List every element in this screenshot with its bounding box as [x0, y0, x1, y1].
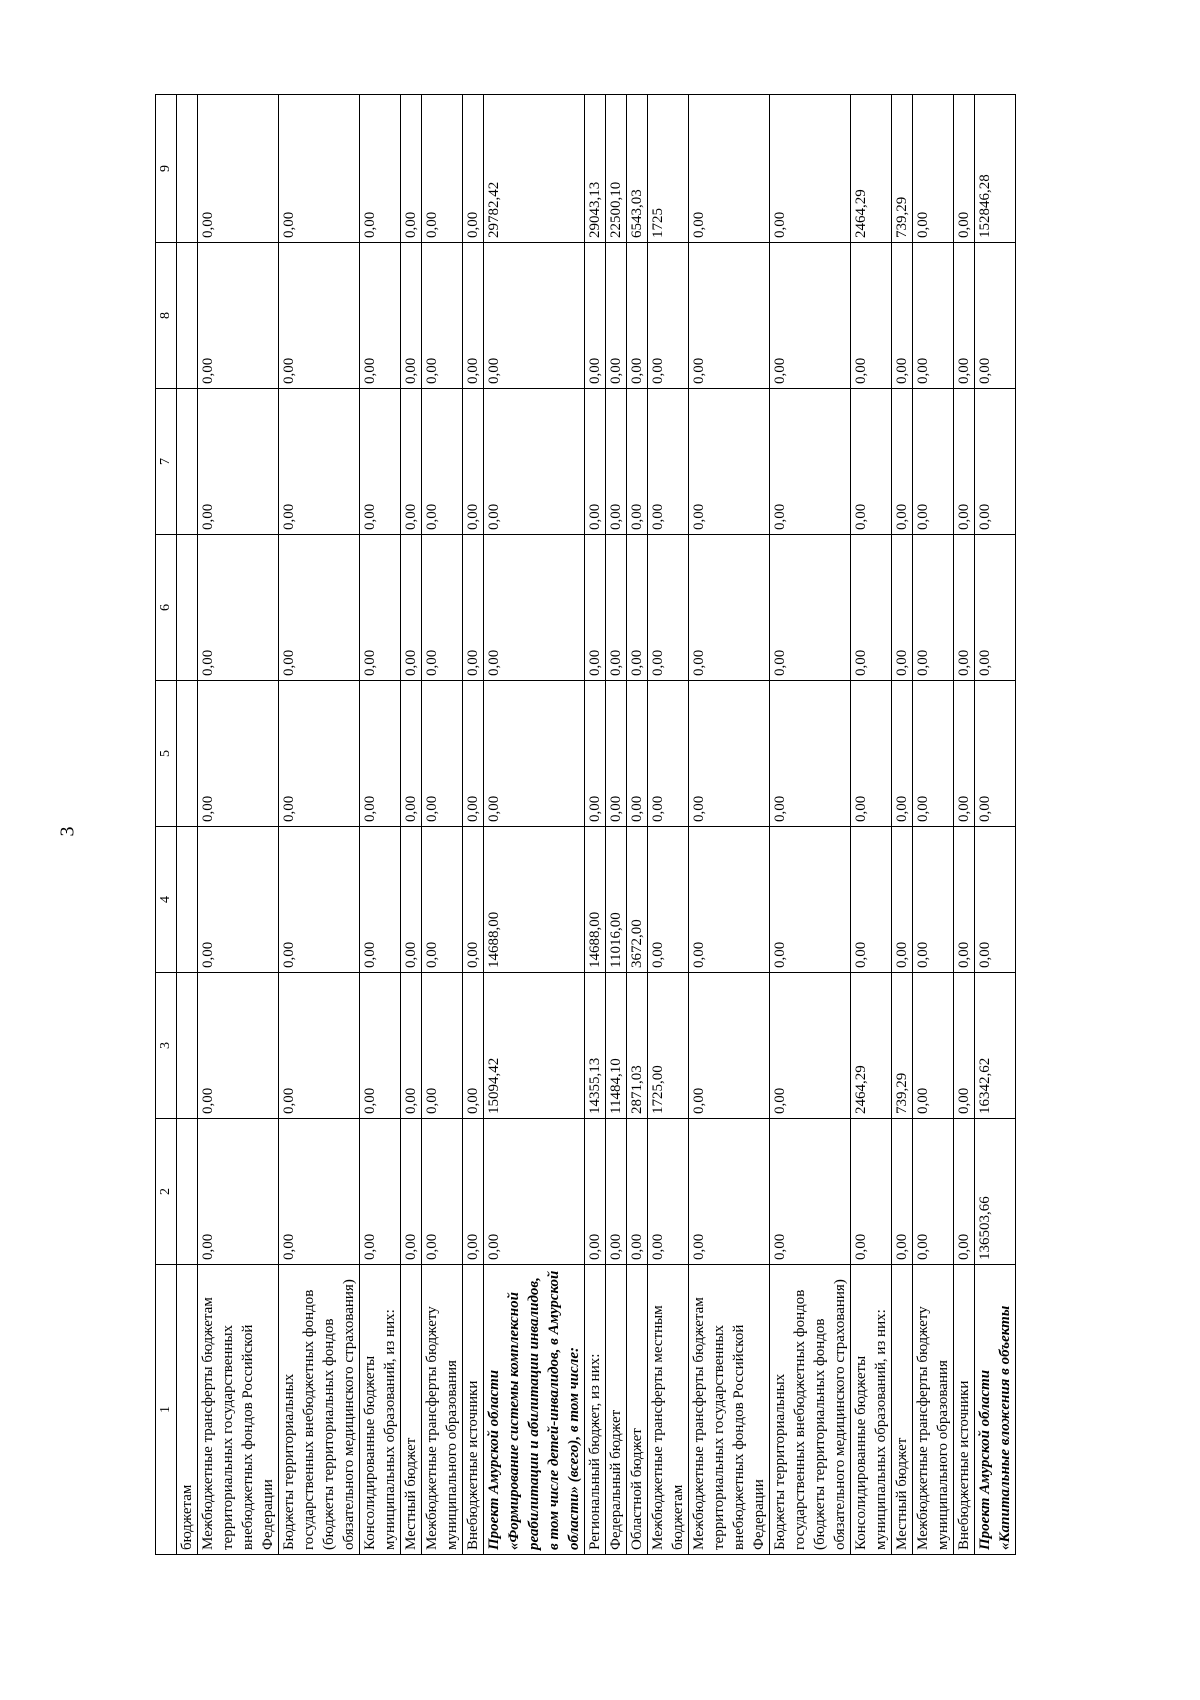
cell-value: 0,00	[198, 1119, 279, 1265]
cell-value: 0,00	[401, 1119, 422, 1265]
cell-value: 0,00	[360, 681, 401, 827]
cell-value: 0,00	[360, 243, 401, 389]
cell-value: 0,00	[360, 95, 401, 243]
row-label: Проект Амурской области «Капитальные вложения в объекты	[975, 1265, 1016, 1555]
cell-value: 0,00	[648, 535, 689, 681]
row-label: Консолидированные бюджеты муниципальных образований, из них:	[851, 1265, 892, 1555]
table-row	[463, 95, 484, 1555]
column-header: 3	[156, 973, 177, 1119]
cell-value: 0,00	[463, 827, 484, 973]
cell-value: 0,00	[975, 243, 1016, 389]
cell-value: 0,00	[954, 681, 975, 827]
budget-table	[155, 94, 1016, 1555]
cell-value: 0,00	[198, 973, 279, 1119]
cell-value: 0,00	[689, 243, 770, 389]
cell-value: 2871,03	[627, 973, 648, 1119]
cell-value	[177, 827, 198, 973]
row-label: Внебюджетные источники	[954, 1265, 975, 1555]
cell-value: 0,00	[198, 95, 279, 243]
table-row	[770, 95, 851, 1555]
cell-value: 0,00	[606, 243, 627, 389]
cell-value: 0,00	[689, 681, 770, 827]
cell-value: 0,00	[913, 389, 954, 535]
cell-value: 0,00	[401, 973, 422, 1119]
row-label: Межбюджетные трансферты местным бюджетам	[648, 1265, 689, 1555]
cell-value: 0,00	[279, 243, 360, 389]
cell-value: 22500,10	[606, 95, 627, 243]
cell-value: 0,00	[648, 1119, 689, 1265]
cell-value: 739,29	[892, 95, 913, 243]
table-row	[851, 95, 892, 1555]
cell-value: 6543,03	[627, 95, 648, 243]
cell-value: 16342,62	[975, 973, 1016, 1119]
cell-value: 14355,13	[585, 973, 606, 1119]
cell-value: 152846,28	[975, 95, 1016, 243]
cell-value: 0,00	[892, 243, 913, 389]
column-header: 4	[156, 827, 177, 973]
row-label: Региональный бюджет, из них:	[585, 1265, 606, 1555]
cell-value	[177, 535, 198, 681]
cell-value: 0,00	[422, 827, 463, 973]
table-row	[422, 95, 463, 1555]
cell-value: 0,00	[770, 1119, 851, 1265]
cell-value: 14688,00	[585, 827, 606, 973]
cell-value: 0,00	[279, 827, 360, 973]
cell-value: 0,00	[689, 95, 770, 243]
cell-value: 0,00	[689, 535, 770, 681]
cell-value: 0,00	[975, 535, 1016, 681]
cell-value: 0,00	[689, 827, 770, 973]
cell-value: 0,00	[913, 243, 954, 389]
cell-value: 0,00	[279, 535, 360, 681]
cell-value: 0,00	[279, 1119, 360, 1265]
cell-value: 0,00	[648, 243, 689, 389]
cell-value: 0,00	[913, 973, 954, 1119]
cell-value: 0,00	[627, 389, 648, 535]
cell-value: 0,00	[585, 389, 606, 535]
rotated-table-wrapper	[155, 95, 1115, 1555]
cell-value: 0,00	[585, 535, 606, 681]
table-row	[975, 95, 1016, 1555]
row-label: Областной бюджет	[627, 1265, 648, 1555]
cell-value: 0,00	[484, 389, 585, 535]
cell-value: 0,00	[463, 95, 484, 243]
cell-value: 0,00	[279, 973, 360, 1119]
table-row	[198, 95, 279, 1555]
cell-value: 0,00	[770, 535, 851, 681]
cell-value: 0,00	[627, 243, 648, 389]
cell-value: 136503,66	[975, 1119, 1016, 1265]
cell-value: 0,00	[954, 827, 975, 973]
cell-value: 0,00	[463, 389, 484, 535]
table-row	[913, 95, 954, 1555]
cell-value: 0,00	[463, 1119, 484, 1265]
cell-value: 0,00	[484, 681, 585, 827]
cell-value: 1725,00	[648, 973, 689, 1119]
header-row	[156, 95, 177, 1555]
cell-value: 0,00	[689, 1119, 770, 1265]
cell-value: 0,00	[422, 95, 463, 243]
cell-value: 0,00	[463, 243, 484, 389]
cell-value: 0,00	[627, 681, 648, 827]
cell-value: 0,00	[198, 535, 279, 681]
cell-value: 0,00	[770, 95, 851, 243]
cell-value: 0,00	[422, 535, 463, 681]
cell-value: 0,00	[401, 827, 422, 973]
cell-value	[177, 243, 198, 389]
cell-value: 0,00	[422, 681, 463, 827]
table-row	[954, 95, 975, 1555]
table-row	[401, 95, 422, 1555]
cell-value: 0,00	[422, 389, 463, 535]
cell-value	[177, 681, 198, 827]
column-header: 7	[156, 389, 177, 535]
cell-value: 0,00	[422, 973, 463, 1119]
cell-value: 0,00	[463, 973, 484, 1119]
cell-value: 0,00	[648, 827, 689, 973]
cell-value: 0,00	[422, 1119, 463, 1265]
cell-value: 29043,13	[585, 95, 606, 243]
cell-value: 0,00	[401, 681, 422, 827]
table-row	[892, 95, 913, 1555]
cell-value: 0,00	[851, 1119, 892, 1265]
cell-value	[177, 95, 198, 243]
page-number: 3	[56, 826, 79, 837]
row-label: бюджетам	[177, 1265, 198, 1555]
cell-value: 1725	[648, 95, 689, 243]
table-row	[177, 95, 198, 1555]
row-label: Местный бюджет	[401, 1265, 422, 1555]
cell-value: 0,00	[585, 243, 606, 389]
row-label: Внебюджетные источники	[463, 1265, 484, 1555]
column-header: 1	[156, 1265, 177, 1555]
cell-value: 0,00	[606, 535, 627, 681]
cell-value: 0,00	[954, 243, 975, 389]
cell-value: 0,00	[360, 389, 401, 535]
cell-value: 14688,00	[484, 827, 585, 973]
cell-value: 0,00	[648, 681, 689, 827]
cell-value: 0,00	[770, 681, 851, 827]
cell-value: 0,00	[892, 827, 913, 973]
cell-value: 739,29	[892, 973, 913, 1119]
cell-value: 0,00	[484, 243, 585, 389]
cell-value: 0,00	[851, 243, 892, 389]
cell-value: 0,00	[422, 243, 463, 389]
cell-value: 0,00	[689, 389, 770, 535]
row-label: Местный бюджет	[892, 1265, 913, 1555]
column-header: 2	[156, 1119, 177, 1265]
cell-value: 0,00	[463, 535, 484, 681]
column-header: 8	[156, 243, 177, 389]
column-header: 9	[156, 95, 177, 243]
cell-value: 0,00	[770, 973, 851, 1119]
cell-value: 0,00	[851, 389, 892, 535]
cell-value: 0,00	[463, 681, 484, 827]
cell-value: 0,00	[851, 535, 892, 681]
cell-value: 0,00	[954, 1119, 975, 1265]
cell-value: 0,00	[360, 535, 401, 681]
cell-value	[177, 1119, 198, 1265]
cell-value: 11484,10	[606, 973, 627, 1119]
cell-value: 2464,29	[851, 973, 892, 1119]
cell-value: 0,00	[198, 243, 279, 389]
table-row	[627, 95, 648, 1555]
cell-value: 0,00	[606, 389, 627, 535]
cell-value: 0,00	[770, 389, 851, 535]
cell-value: 0,00	[851, 827, 892, 973]
cell-value: 0,00	[954, 389, 975, 535]
cell-value: 0,00	[360, 1119, 401, 1265]
cell-value: 15094,42	[484, 973, 585, 1119]
cell-value: 0,00	[770, 243, 851, 389]
row-label: Межбюджетные трансферты бюджетам территориальных государственных внебюджетных фондов Российской Федерации	[198, 1265, 279, 1555]
table-row	[360, 95, 401, 1555]
cell-value: 0,00	[913, 1119, 954, 1265]
cell-value: 0,00	[360, 827, 401, 973]
table-row	[689, 95, 770, 1555]
cell-value: 0,00	[585, 681, 606, 827]
cell-value: 0,00	[279, 389, 360, 535]
row-label: Бюджеты территориальных государственных внебюджетных фондов (бюджеты территориальных фондов обязательного медицинского страхования)	[770, 1265, 851, 1555]
cell-value: 29782,42	[484, 95, 585, 243]
cell-value: 0,00	[279, 681, 360, 827]
cell-value: 0,00	[401, 243, 422, 389]
cell-value	[177, 973, 198, 1119]
cell-value: 0,00	[851, 681, 892, 827]
cell-value: 0,00	[892, 1119, 913, 1265]
cell-value: 0,00	[360, 973, 401, 1119]
cell-value: 0,00	[401, 535, 422, 681]
cell-value: 3672,00	[627, 827, 648, 973]
table-row	[648, 95, 689, 1555]
cell-value: 0,00	[606, 681, 627, 827]
column-header: 5	[156, 681, 177, 827]
table-body	[177, 95, 1016, 1555]
table-row	[279, 95, 360, 1555]
cell-value: 0,00	[913, 827, 954, 973]
table-row	[585, 95, 606, 1555]
row-label: Межбюджетные трансферты бюджету муниципального образования	[422, 1265, 463, 1555]
cell-value: 0,00	[484, 1119, 585, 1265]
cell-value: 0,00	[401, 95, 422, 243]
row-label: Проект Амурской области «Формирование системы комплексной реабилитации и абилитации инвалидов, в том числе детей-инвалидов, в Амурской области» (всего), в том числе:	[484, 1265, 585, 1555]
table-row	[606, 95, 627, 1555]
cell-value: 0,00	[198, 681, 279, 827]
row-label: Консолидированные бюджеты муниципальных образований, из них:	[360, 1265, 401, 1555]
table-row	[484, 95, 585, 1555]
cell-value: 0,00	[279, 95, 360, 243]
cell-value: 0,00	[484, 535, 585, 681]
cell-value: 0,00	[892, 535, 913, 681]
cell-value: 0,00	[689, 973, 770, 1119]
cell-value: 0,00	[913, 535, 954, 681]
column-header: 6	[156, 535, 177, 681]
cell-value: 0,00	[892, 681, 913, 827]
cell-value	[177, 389, 198, 535]
cell-value: 0,00	[975, 681, 1016, 827]
cell-value: 0,00	[198, 827, 279, 973]
cell-value: 0,00	[913, 95, 954, 243]
row-label: Бюджеты территориальных государственных внебюджетных фондов (бюджеты территориальных фондов обязательного медицинского страхования)	[279, 1265, 360, 1555]
cell-value: 0,00	[585, 1119, 606, 1265]
cell-value: 0,00	[770, 827, 851, 973]
cell-value: 0,00	[606, 1119, 627, 1265]
cell-value: 0,00	[401, 389, 422, 535]
row-label: Межбюджетные трансферты бюджету муниципального образования	[913, 1265, 954, 1555]
cell-value: 2464,29	[851, 95, 892, 243]
cell-value: 0,00	[913, 681, 954, 827]
cell-value: 0,00	[892, 389, 913, 535]
row-label: Межбюджетные трансферты бюджетам территориальных государственных внебюджетных фондов Российской Федерации	[689, 1265, 770, 1555]
cell-value: 0,00	[954, 973, 975, 1119]
cell-value: 0,00	[954, 95, 975, 243]
cell-value: 0,00	[627, 1119, 648, 1265]
cell-value: 0,00	[648, 389, 689, 535]
cell-value: 0,00	[954, 535, 975, 681]
cell-value: 11016,00	[606, 827, 627, 973]
cell-value: 0,00	[975, 827, 1016, 973]
cell-value: 0,00	[975, 389, 1016, 535]
cell-value: 0,00	[198, 389, 279, 535]
row-label: Федеральный бюджет	[606, 1265, 627, 1555]
cell-value: 0,00	[627, 535, 648, 681]
